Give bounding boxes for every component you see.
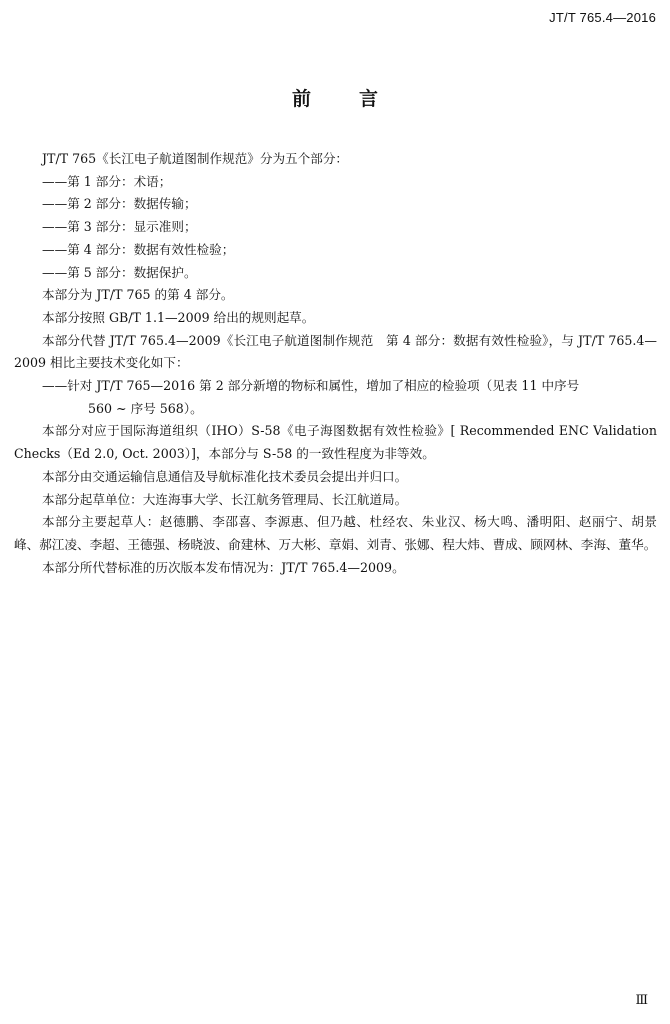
paragraph-change-item: ——针对 JT/T 765—2016 第 2 部分新增的物标和属性，增加了相应的检验项（见表 11 中序号 <box>42 378 580 394</box>
paragraph-replaces: 本部分代替 JT/T 765.4—2009《长江电子航道图制作规范 第 4 部分：数据有效性检验》，与 JT/T 765.4—2009 相比主要技术变化如下： <box>14 332 657 371</box>
paragraph-parts-intro: JT/T 765《长江电子航道图制作规范》分为五个部分： <box>42 151 349 166</box>
paragraph-previous-editions: 本部分所代替标准的历次版本发布情况为：JT/T 765.4—2009。 <box>42 559 405 575</box>
paragraph-change-item-cont: 560 ~ 序号 568）。 <box>88 400 203 416</box>
paragraph-part-number: 本部分为 JT/T 765 的第 4 部分。 <box>42 287 234 303</box>
paragraph-correspondence: 本部分对应于国际海道组织（IHO）S-58《电子海图数据有效性检验》[ Recommended ENC Validation Checks（Ed 2.0, Oct. 2003）]，本部分与 S-58 的一致性程度为非等效。 <box>14 423 657 462</box>
document-body <box>14 148 657 579</box>
paragraph-proposed-by: 本部分由交通运输信息通信及导航标准化技术委员会提出并归口。 <box>42 468 408 484</box>
list-item-part-2: ——第 2 部分：数据传输； <box>42 196 197 212</box>
list-item-part-1: ——第 1 部分：术语； <box>42 173 172 189</box>
paragraph-drafting-rules: 本部分按照 GB/T 1.1—2009 给出的规则起草。 <box>42 309 315 325</box>
page-title: 前言 <box>291 88 426 110</box>
standard-code: JT/T 765.4—2016 <box>549 10 656 25</box>
list-item-part-3: ——第 3 部分：显示准则； <box>42 219 197 235</box>
paragraph-drafting-units: 本部分起草单位：大连海事大学、长江航务管理局、长江航道局。 <box>42 491 408 507</box>
list-item-part-5: ——第 5 部分：数据保护。 <box>42 264 197 280</box>
list-item-part-4: ——第 4 部分：数据有效性检验； <box>42 241 235 257</box>
page-number: Ⅲ <box>635 993 648 1008</box>
paragraph-drafters: 本部分主要起草人：赵德鹏、李邵喜、李源惠、但乃越、杜经农、朱业汉、杨大鸣、潘明阳、赵丽宁、胡景峰、郝江凌、李超、王德强、杨晓波、俞建林、万大彬、章娟、刘青、张娜、程大炜、曹成、顾网林、李海、董华。 <box>14 514 657 552</box>
